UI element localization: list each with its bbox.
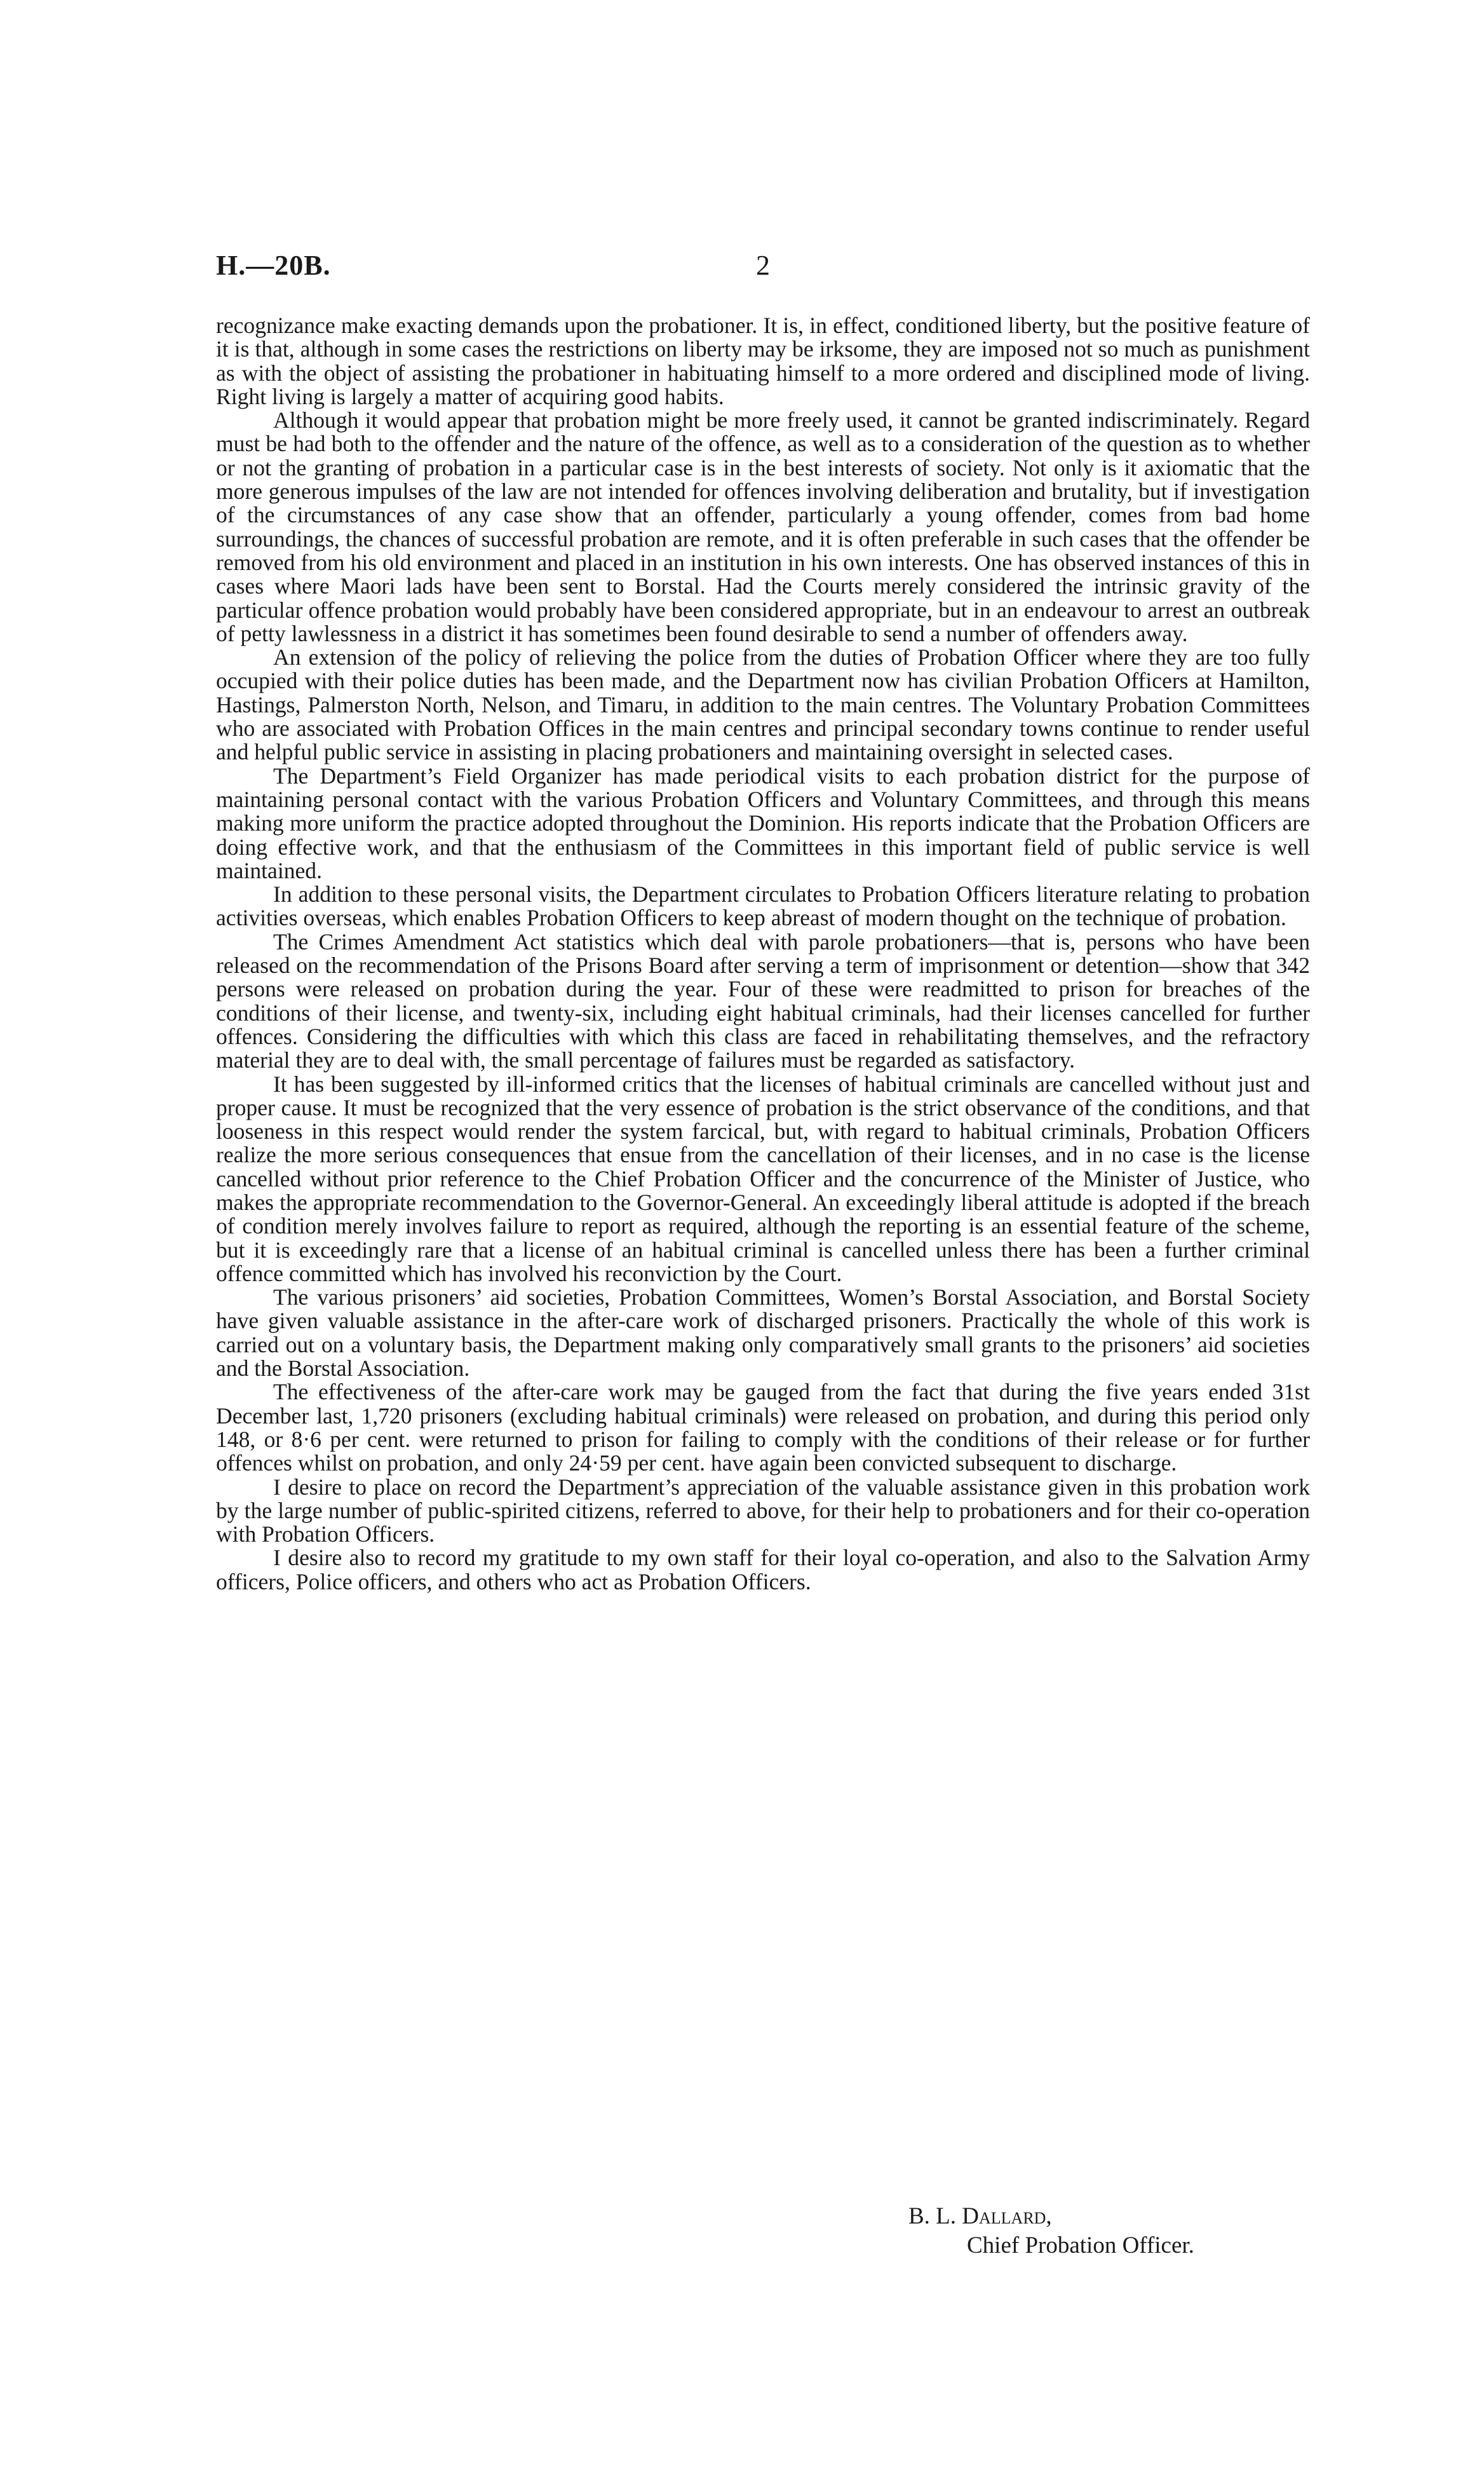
page-number: 2 (756, 250, 770, 281)
paragraph: I desire to place on record the Department’s appreciation of the valuable assistance given in this probation work by the large number of public-spirited citizens, referred to above, for their help to probationers and for their co-operation with Probation Officers. (216, 1474, 1310, 1547)
signatory-title: Chief Probation Officer. (967, 2232, 1194, 2258)
paragraph: recognizance make exacting demands upon the probationer. It is, in effect, conditioned liberty, but the positive feature of it is that, although in some cases the restrictions on liberty may be irksome, they are imposed not so much as punishment as with the object of assisting the probationer in habituating himself to a more ordered and disciplined mode of living. Right living is largely a matter of acquiring good habits. (216, 313, 1310, 409)
paragraph: The Crimes Amendment Act statistics which deal with parole probationers—that is, persons who have been released on the recommendation of the Prisons Board after serving a term of imprisonment or detention—show that 342 persons were released on probation during the year. Four of these were readmitted to prison for breaches of the conditions of their license, and twenty-six, including eight habitual criminals, had their licenses cancelled for further offences. Considering the difficulties with which this class are faced in rehabilitating themselves, and the refractory material they are to deal with, the small percentage of failures must be regarded as satisfactory. (216, 928, 1310, 1073)
signatory-name: B. L. Dallard, (908, 2203, 1052, 2229)
paragraph: The various prisoners’ aid societies, Probation Committees, Women’s Borstal Association, and Borstal Society have given valuable assistance in the after-care work of discharged prisoners. Practically the whole of this work is carried out on a voluntary basis, the Department making only comparatively small grants to the prisoners’ aid societies and the Borstal Association. (216, 1284, 1310, 1382)
signature-block (908, 2202, 1353, 2260)
document-reference: H.—20B. (216, 250, 331, 281)
paragraph: The Department’s Field Organizer has made periodical visits to each probation district for the purpose of maintaining personal contact with the various Probation Officers and Voluntary Committees, and through this means making more uniform the practice adopted throughout the Dominion. His reports indicate that the Probation Officers are doing effective work, and that the enthusiasm of the Committees in this important field of public service is well maintained. (216, 763, 1310, 883)
paragraph: It has been suggested by ill-informed critics that the licenses of habitual criminals are cancelled without just and proper cause. It must be recognized that the very essence of probation is the strict observance of the conditions, and that looseness in this respect would render the system farcical, but, with regard to habitual criminals, Probation Officers realize the more serious consequences that ensue from the cancellation of their licenses, and in no case is the license cancelled without prior reference to the Chief Probation Officer and the concurrence of the Minister of Justice, who makes the appropriate recommendation to the Governor-General. An exceedingly liberal attitude is adopted if the breach of condition merely involves failure to report as required, although the reporting is an essential feature of the scheme, but it is exceedingly rare that a license of an habitual criminal is cancelled unless there has been a further criminal offence committed which has involved his reconviction by the Court. (216, 1071, 1310, 1286)
paragraph: In addition to these personal visits, the Department circulates to Probation Officers literature relating to probation activities overseas, which enables Probation Officers to keep abreast of modern thought on the technique of probation. (216, 881, 1310, 931)
paragraph: I desire also to record my gratitude to my own staff for their loyal co-operation, and also to the Salvation Army officers, Police officers, and others who act as Probation Officers. (216, 1545, 1310, 1594)
paragraph: The effectiveness of the after-care work may be gauged from the fact that during the five years ended 31st December last, 1,720 prisoners (excluding habitual criminals) were released on probation, and during this period only 148, or 8·6 per cent. were returned to prison for failing to comply with the conditions of their release or for further offences whilst on probation, and only 24·59 per cent. have again been convicted subsequent to discharge. (216, 1379, 1310, 1476)
body-text (216, 314, 1310, 1594)
paragraph: Although it would appear that probation might be more freely used, it cannot be granted indiscriminately. Regard must be had both to the offender and the nature of the offence, as well as to a consideration of the question as to whether or not the granting of probation in a particular case is in the best interests of society. Not only is it axiomatic that the more generous impulses of the law are not intended for offences involving deliberation and brutality, but if investigation of the circumstances of any case show that an offender, particularly a young offender, comes from bad home surroundings, the chances of successful probation are remote, and it is often preferable in such cases that the offender be removed from his old environment and placed in an institution in his own interests. One has observed instances of this in cases where Maori lads have been sent to Borstal. Had the Courts merely considered the intrinsic gravity of the particular offence probation would probably have been considered appropriate, but in an endeavour to arrest an outbreak of petty lawlessness in a district it has sometimes been found desirable to send a number of offenders away. (216, 407, 1310, 646)
paragraph: An extension of the policy of relieving the police from the duties of Probation Officer where they are too fully occupied with their police duties has been made, and the Department now has civilian Probation Officers at Hamilton, Hastings, Palmerston North, Nelson, and Timaru, in addition to the main centres. The Voluntary Probation Committees who are associated with Probation Offices in the main centres and principal secondary towns continue to render useful and helpful public service in assisting in placing probationers and maintaining oversight in selected cases. (216, 644, 1310, 765)
page-header (216, 249, 1315, 287)
